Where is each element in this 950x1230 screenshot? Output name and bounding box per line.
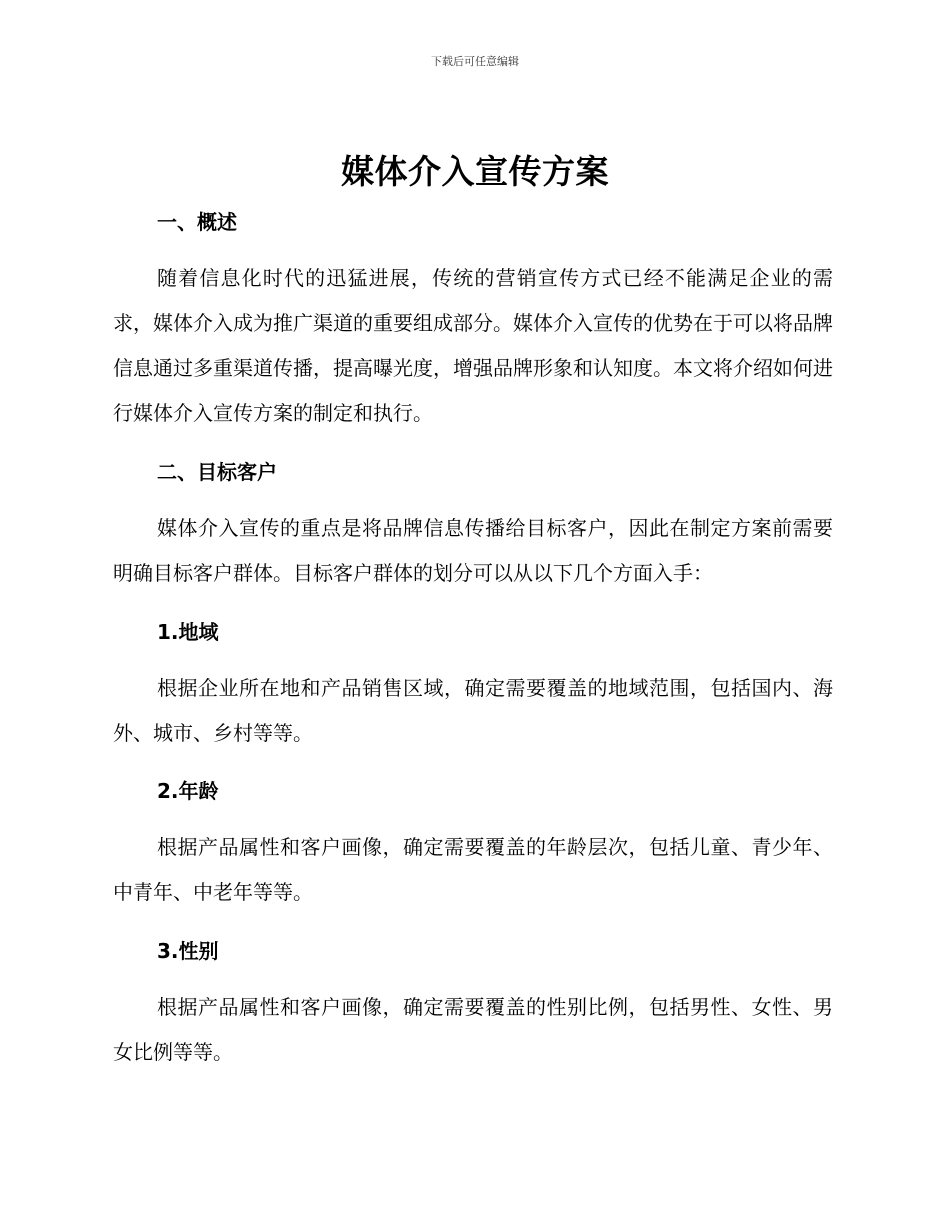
paragraph-age: 根据产品属性和客户画像，确定需要覆盖的年龄层次，包括儿童、青少年、中青年、中老年等等。 — [113, 835, 833, 904]
subsection-heading-region: 1.地域 — [157, 620, 219, 644]
paragraph-target-customers: 媒体介入宣传的重点是将品牌信息传播给目标客户，因此在制定方案前需要明确目标客户群体。目标客户群体的划分可以从以下几个方面入手： — [113, 516, 833, 585]
paragraph-overview: 随着信息化时代的迅猛进展，传统的营销宣传方式已经不能满足企业的需求，媒体介入成为推广渠道的重要组成部分。媒体介入宣传的优势在于可以将品牌信息通过多重渠道传播，提高曝光度，增强品牌形象和认知度。本文将介绍如何进行媒体介入宣传方案的制定和执行。 — [113, 266, 833, 425]
section-heading-target-customers: 二、目标客户 — [157, 460, 277, 484]
paragraph-region: 根据企业所在地和产品销售区域，确定需要覆盖的地域范围，包括国内、海外、城市、乡村等等。 — [113, 676, 833, 745]
section-heading-overview: 一、概述 — [157, 210, 237, 234]
subsection-heading-gender: 3.性别 — [157, 939, 219, 963]
paragraph-gender: 根据产品属性和客户画像，确定需要覆盖的性别比例，包括男性、女性、男女比例等等。 — [113, 995, 833, 1064]
page-header: 下载后可任意编辑 — [431, 55, 519, 68]
subsection-heading-age: 2.年龄 — [157, 779, 219, 803]
document-title: 媒体介入宣传方案 — [341, 152, 609, 191]
